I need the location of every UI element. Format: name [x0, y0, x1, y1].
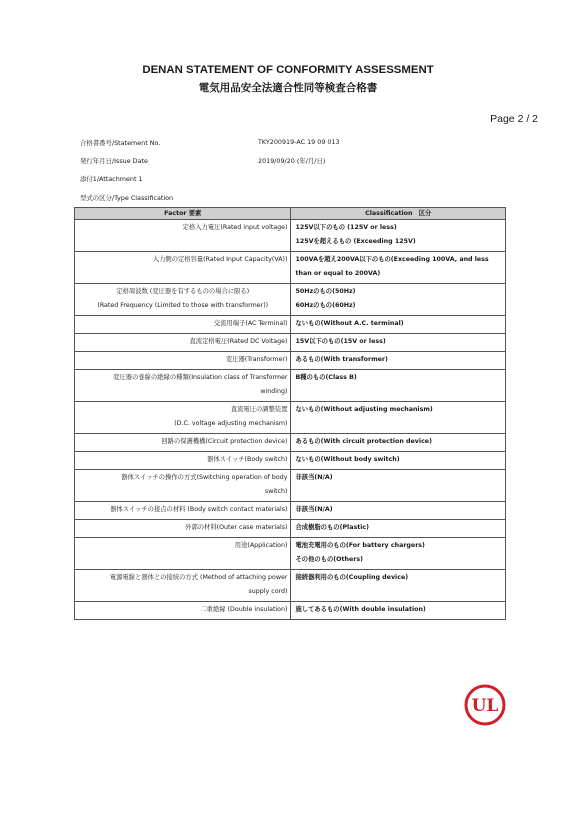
classification-cell — [291, 502, 506, 520]
factor-text: (D.C. voltage adjusting mechanism) — [174, 420, 288, 427]
page-number: Page 2 / 2 — [490, 113, 538, 125]
factor-text: 二重絶縁 (Double insulation) — [200, 606, 288, 613]
table-row — [75, 252, 506, 284]
table-header-row — [75, 208, 506, 220]
table-row — [75, 602, 506, 620]
table-row — [75, 434, 506, 452]
classification-text: 接続器利用のもの(Coupling device) — [295, 574, 409, 581]
table-row — [75, 470, 506, 502]
factor-text: (Rated Frequency (Limited to those with transformer)) — [97, 302, 269, 309]
factor-cell — [75, 334, 291, 352]
table-row — [75, 402, 506, 434]
document-subtitle: 電気用品安全法適合性同等検査合格書 — [198, 82, 378, 94]
factor-cell — [75, 370, 291, 402]
factor-cell — [75, 402, 291, 434]
factor-text: 外郭の材料(Outer case materials) — [185, 524, 288, 531]
classification-text: 100VAを超え200VA以下のもの(Exceeding 100VA, and less — [295, 256, 489, 263]
factor-text: 定格周波数 (変圧器を有するものの場合に限る) — [116, 288, 250, 295]
svg-text:UL: UL — [471, 696, 499, 716]
factor-text: 変圧器の巻線の絶縁の種類(Insulation class of Transformer — [113, 374, 288, 381]
factor-text: 直流定格電圧(Rated DC Voltage) — [189, 338, 288, 345]
classification-cell — [291, 570, 506, 602]
factor-text: switch) — [264, 488, 288, 495]
issue-date-label: 発行年月日/Issue Date — [80, 157, 148, 165]
classification-text: 125V以下のもの (125V or less) — [295, 224, 397, 231]
factor-cell — [75, 220, 291, 252]
classification-cell — [291, 316, 506, 334]
classification-text: 非該当(N/A) — [295, 474, 333, 481]
factor-cell — [75, 570, 291, 602]
factor-cell — [75, 352, 291, 370]
table-row — [75, 220, 506, 252]
classification-cell — [291, 470, 506, 502]
factor-text: winding) — [260, 388, 288, 395]
factor-column-header: Factor 要素 — [75, 208, 291, 220]
classification-cell — [291, 252, 506, 284]
classification-text: 施してあるもの(With double insulation) — [295, 606, 426, 613]
classification-table — [74, 207, 506, 620]
table-row — [75, 370, 506, 402]
factor-text: 器体スイッチの操作の方式(Switching operation of body — [121, 474, 288, 481]
factor-cell — [75, 502, 291, 520]
attachment-label: 添付1/Attachment 1 — [80, 175, 143, 183]
classification-cell — [291, 434, 506, 452]
factor-cell — [75, 284, 291, 316]
factor-cell — [75, 452, 291, 470]
classification-cell — [291, 334, 506, 352]
classification-cell — [291, 352, 506, 370]
classification-text: B種のもの(Class B) — [295, 374, 357, 381]
table-row — [75, 502, 506, 520]
classification-text: than or equal to 200VA) — [295, 270, 381, 277]
statement-label: 合格書番号/Statement No. — [80, 139, 161, 147]
issue-date-value: 2019/09/20 (年/月/日) — [258, 157, 326, 165]
classification-cell — [291, 284, 506, 316]
classification-cell — [291, 220, 506, 252]
classification-text: ないもの(Without body switch) — [295, 456, 400, 463]
classification-text: その他のもの(Others) — [295, 556, 363, 563]
factor-text: 入力側の定格容量(Rated Input Capacity(VA)) — [152, 256, 288, 263]
document-title: DENAN STATEMENT OF CONFORMITY ASSESSMENT — [142, 64, 434, 76]
classification-column-header: Classification 区分 — [291, 208, 506, 220]
table-row — [75, 538, 506, 570]
factor-cell — [75, 470, 291, 502]
classification-cell — [291, 370, 506, 402]
classification-text: ないもの(Without A.C. terminal) — [295, 320, 404, 327]
classification-text: 電池充電用のもの(For battery chargers) — [295, 542, 425, 549]
factor-text: 定格入力電圧(Rated input voltage) — [182, 224, 288, 231]
factor-cell — [75, 316, 291, 334]
table-body — [75, 220, 506, 620]
table-row — [75, 352, 506, 370]
classification-text: あるもの(With transformer) — [295, 356, 388, 363]
factor-text: 用途(Application) — [234, 542, 288, 549]
table-row — [75, 520, 506, 538]
factor-text: 回路の保護機構(Circuit protection device) — [161, 438, 288, 445]
factor-text: 電源電線と器体との接続の方式 (Method of attaching power — [109, 574, 288, 581]
classification-text: 125Vを超えるもの (Exceeding 125V) — [295, 238, 416, 245]
factor-text: 器体スイッチの接点の材料 (Body switch contact materials) — [110, 506, 288, 513]
classification-text: 15V以下のもの(15V or less) — [295, 338, 386, 345]
table-row — [75, 570, 506, 602]
classification-text: あるもの(With circuit protection device) — [295, 438, 432, 445]
classification-text: 非該当(N/A) — [295, 506, 333, 513]
classification-cell — [291, 452, 506, 470]
table-row — [75, 452, 506, 470]
factor-text: 直流電圧の調整装置 — [230, 406, 288, 413]
classification-text: 合成樹脂のもの(Plastic) — [295, 524, 369, 531]
table-row — [75, 316, 506, 334]
factor-cell — [75, 602, 291, 620]
factor-cell — [75, 434, 291, 452]
factor-cell — [75, 538, 291, 570]
factor-text: supply cord) — [248, 588, 288, 595]
classification-text: ないもの(Without adjusting mechanism) — [295, 406, 433, 413]
factor-text: 変圧器(Transformer) — [225, 356, 288, 363]
classification-cell — [291, 602, 506, 620]
classification-cell — [291, 538, 506, 570]
ul-logo — [464, 684, 506, 726]
factor-text: 器体スイッチ(Body switch) — [207, 456, 288, 463]
factor-text: 交流用端子(AC Terminal) — [213, 320, 288, 327]
factor-cell — [75, 520, 291, 538]
classification-text: 60Hzのもの(60Hz) — [295, 302, 356, 309]
factor-cell — [75, 252, 291, 284]
classification-cell — [291, 402, 506, 434]
table-row — [75, 284, 506, 316]
table-row — [75, 334, 506, 352]
statement-value: TKY200919-AC 19 09 013 — [258, 138, 340, 146]
classification-text: 50Hzのもの(50Hz) — [295, 288, 356, 295]
classification-cell — [291, 520, 506, 538]
type-classification-label: 型式の区分/Type Classification — [80, 194, 174, 202]
